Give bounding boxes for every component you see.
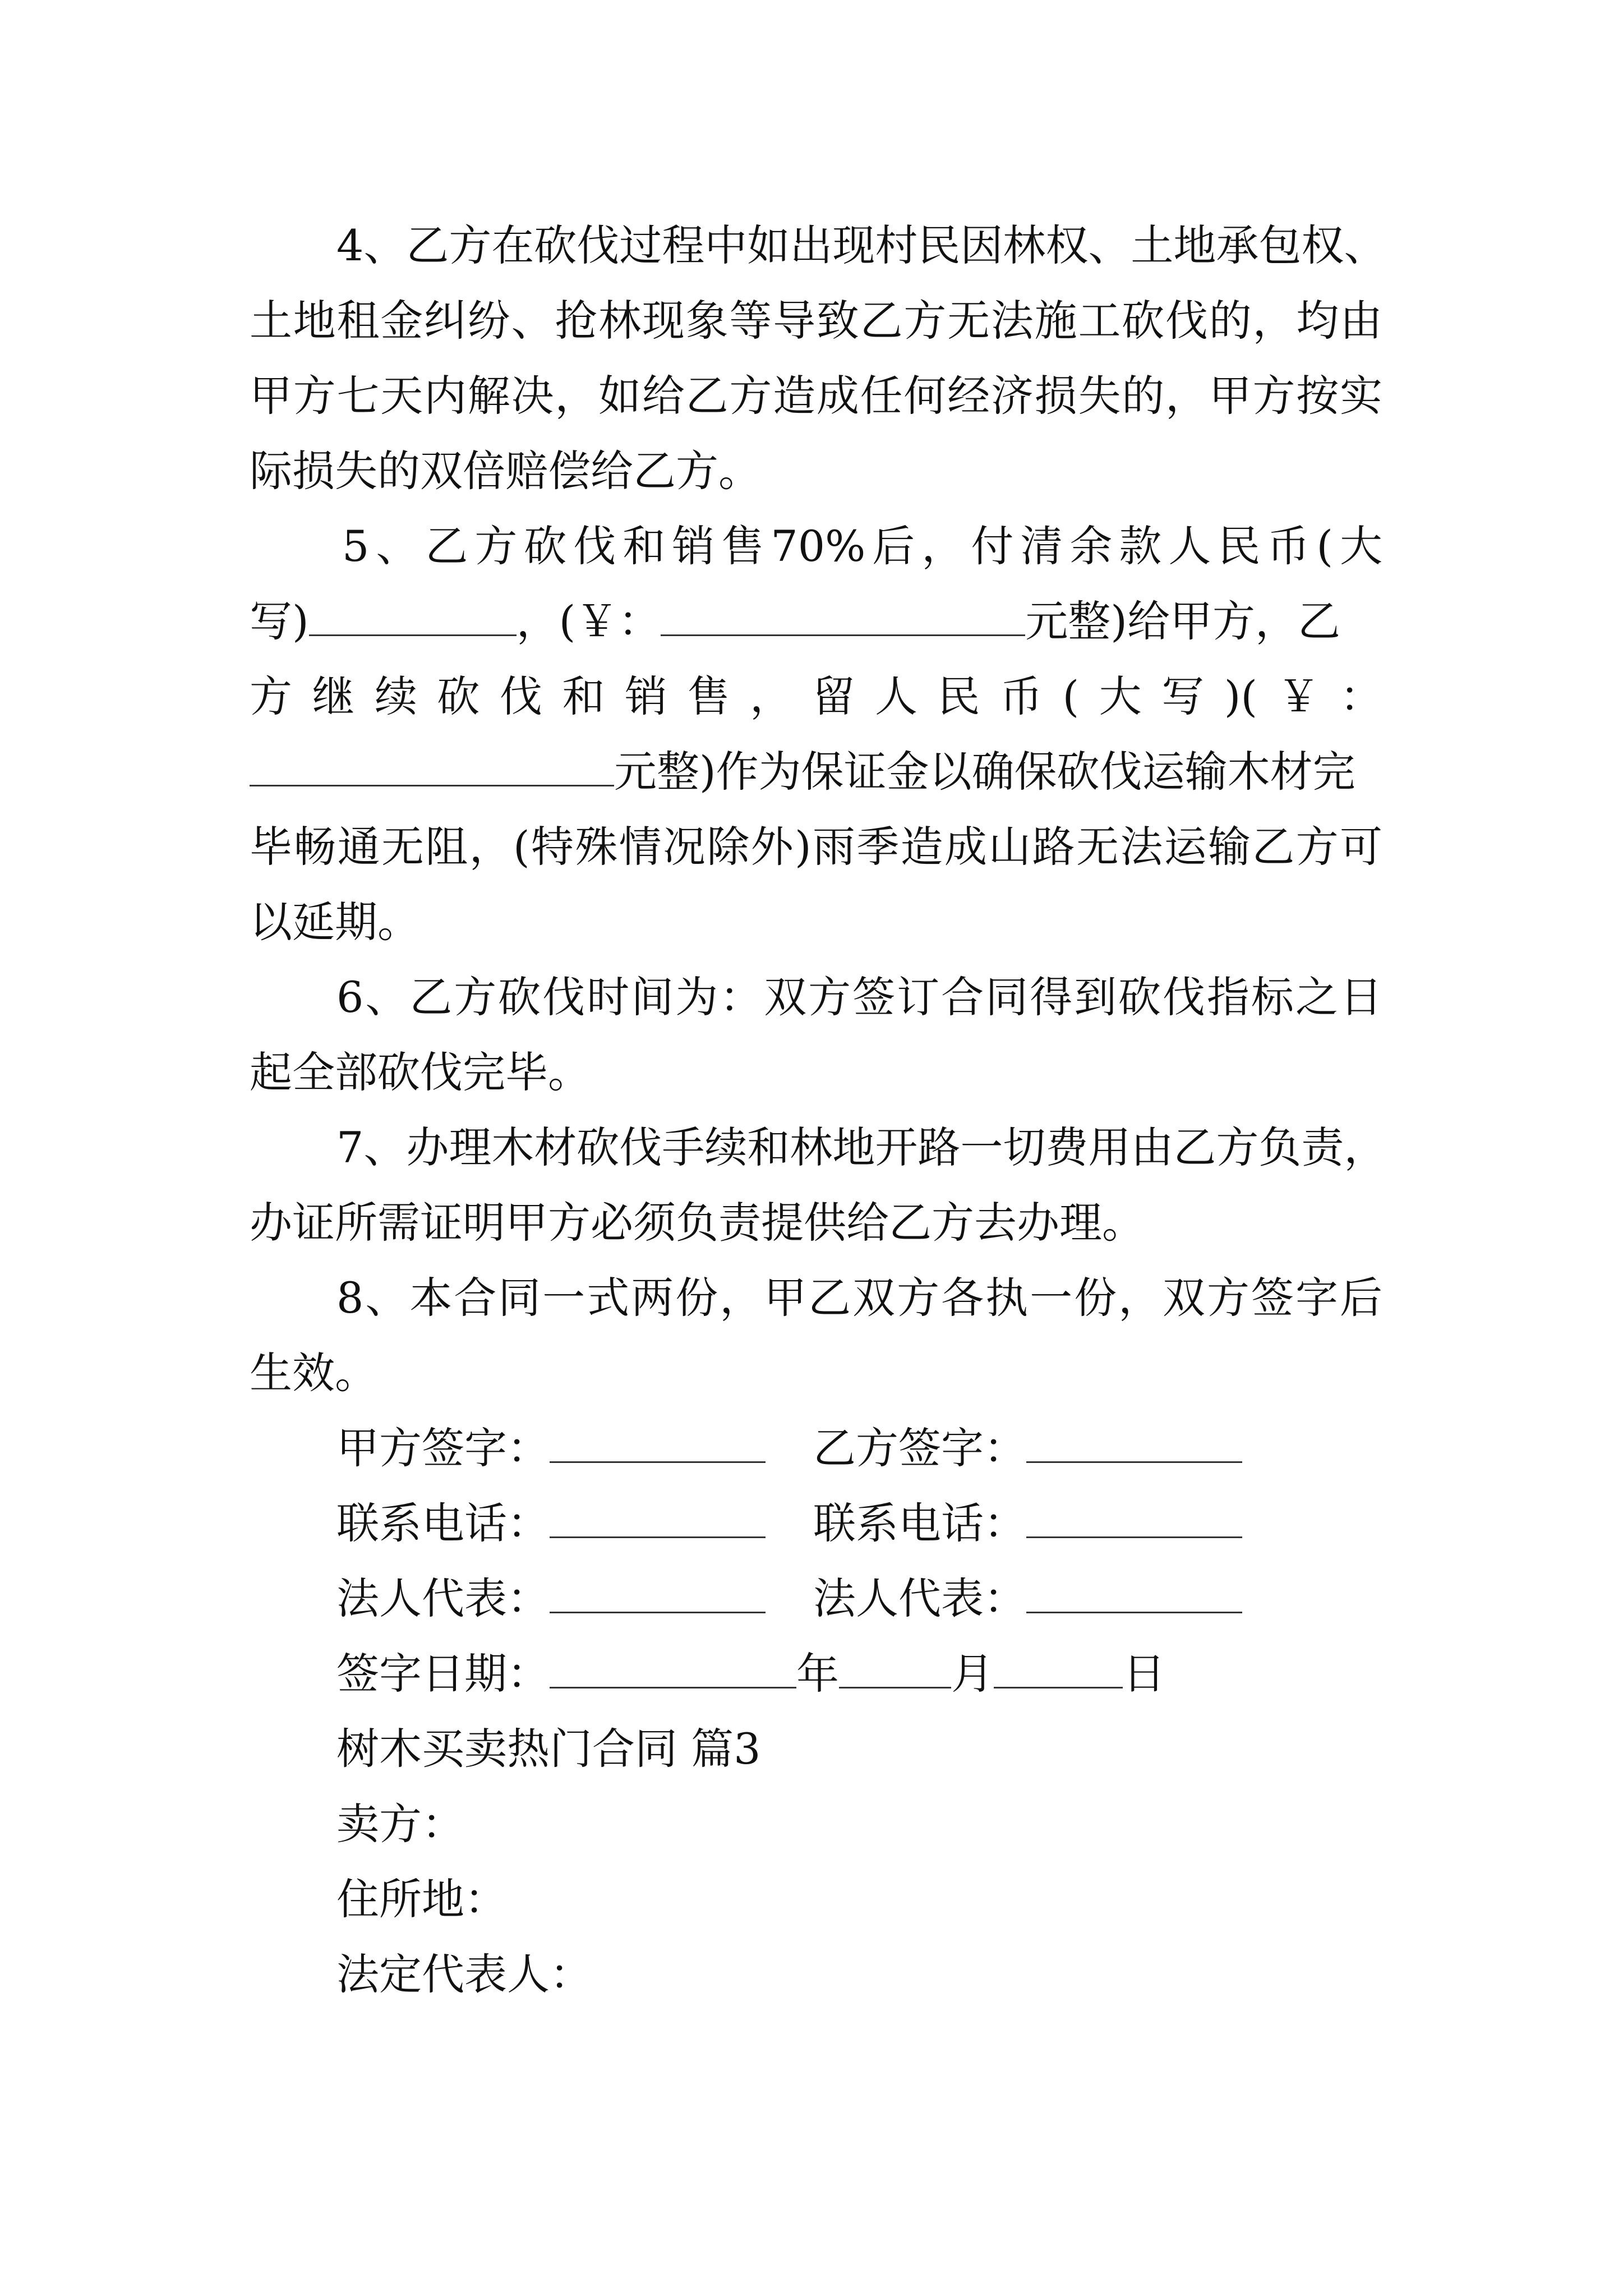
clause-4-line-2: 土地租金纠纷、抢林现象等导致乙方无法施工砍伐的，均由 [250, 296, 1382, 346]
party-b-phone-label: 联系电话： [813, 1498, 1026, 1548]
seller-label: 卖方： [336, 1799, 464, 1849]
clause-5-line-2 [250, 588, 1382, 655]
clause-5-text-d: 元整)作为保证金以确保砍伐运输木材完 [614, 747, 1355, 797]
clause-8-line-2: 生效。 [250, 1348, 377, 1398]
clause-5-line-6: 以延期。 [250, 897, 420, 947]
party-a-phone-label: 联系电话： [336, 1498, 550, 1548]
clause-8-line-1: 8、本合同一式两份，甲乙双方各执一份，双方签字后 [336, 1273, 1382, 1323]
amount-number-blank[interactable] [661, 595, 1025, 636]
clause-5-line-3: 方继续砍伐和销售，留人民币(大写)(￥： [250, 671, 1382, 721]
sign-date-row [336, 1640, 1165, 1708]
clause-7-line-2: 办证所需证明甲方必须负责提供给乙方去办理。 [250, 1198, 1145, 1248]
sign-date-year-blank[interactable] [550, 1648, 796, 1688]
party-b-sign-label: 乙方签字： [813, 1423, 1026, 1473]
clause-4-line-4: 际损失的双倍赔偿给乙方。 [250, 446, 761, 496]
sign-date-label: 签字日期： [336, 1649, 550, 1699]
legal-representative-label: 法定代表人： [336, 1949, 592, 1999]
party-a-phone-blank[interactable] [550, 1497, 766, 1538]
party-a-legal-rep-field [336, 1565, 813, 1632]
legal-rep-row [336, 1565, 1290, 1632]
party-a-sign-field [336, 1415, 813, 1482]
clause-6-line-1: 6、乙方砍伐时间为：双方签订合同得到砍伐指标之日 [336, 972, 1382, 1022]
clause-4-line-3: 甲方七天内解决，如给乙方造成任何经济损失的，甲方按实 [250, 371, 1382, 421]
month-label: 月 [951, 1649, 994, 1699]
signature-row [336, 1415, 1290, 1482]
party-b-sign-field [813, 1415, 1290, 1482]
day-label: 日 [1123, 1649, 1165, 1699]
clause-7-line-1: 7、办理木材砍伐手续和林地开路一切费用由乙方负责， [336, 1122, 1387, 1172]
phone-row [336, 1490, 1290, 1557]
section-3-title: 树木买卖热门合同 篇3 [336, 1724, 761, 1774]
year-label: 年 [796, 1649, 839, 1699]
clause-5-text-a: 写) [250, 596, 309, 646]
clause-5-text-c: 元整)给甲方，乙 [1025, 596, 1340, 646]
clause-4-line-1: 4、乙方在砍伐过程中如出现村民因林权、土地承包权、 [336, 220, 1387, 270]
party-a-sign-label: 甲方签字： [336, 1423, 550, 1473]
party-b-legal-rep-field [813, 1565, 1290, 1632]
clause-5-line-4 [250, 738, 1382, 806]
clause-5-line-1: 5、乙方砍伐和销售70%后，付清余款人民币(大 [342, 521, 1382, 571]
clause-5-text-b: ，(￥： [516, 596, 661, 646]
party-b-phone-blank[interactable] [1026, 1497, 1242, 1538]
party-a-sign-blank[interactable] [550, 1422, 766, 1463]
party-a-phone-field [336, 1490, 813, 1557]
deposit-number-blank[interactable] [250, 746, 614, 786]
address-label: 住所地： [336, 1874, 507, 1924]
party-a-legal-rep-blank[interactable] [550, 1572, 766, 1613]
sign-date-month-blank[interactable] [839, 1648, 951, 1688]
amount-words-blank[interactable] [309, 595, 517, 636]
clause-6-line-2: 起全部砍伐完毕。 [250, 1047, 591, 1097]
party-b-sign-blank[interactable] [1026, 1422, 1242, 1463]
clause-5-line-5: 毕畅通无阻，(特殊情况除外)雨季造成山路无法运输乙方可 [250, 822, 1382, 872]
party-b-phone-field [813, 1490, 1290, 1557]
party-b-legal-rep-label: 法人代表： [813, 1573, 1026, 1623]
party-a-legal-rep-label: 法人代表： [336, 1573, 550, 1623]
sign-date-day-blank[interactable] [994, 1648, 1123, 1688]
party-b-legal-rep-blank[interactable] [1026, 1572, 1242, 1613]
